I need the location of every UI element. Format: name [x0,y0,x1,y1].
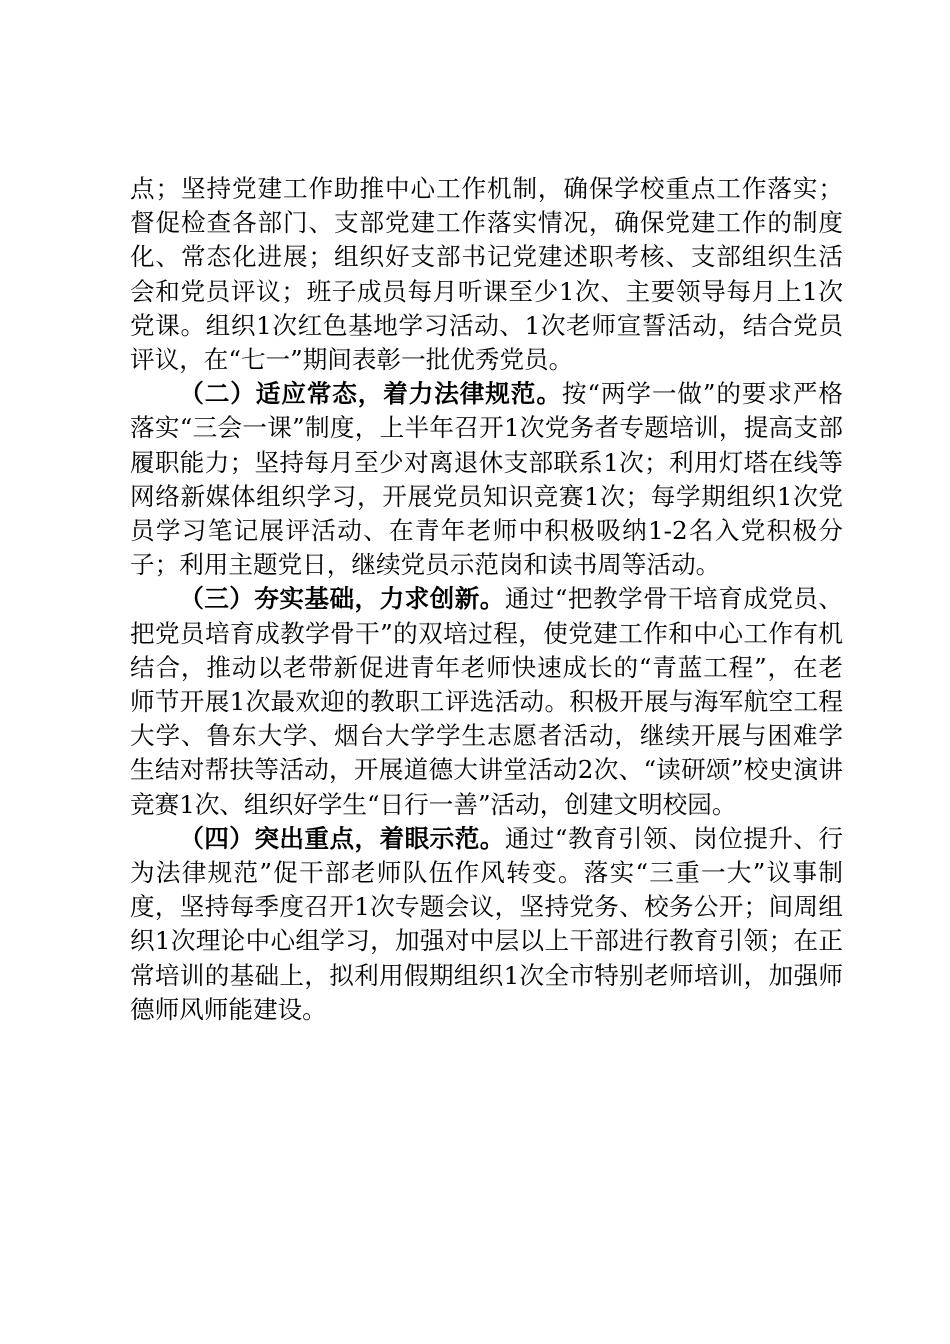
paragraph-text: 通过“教育引领、岗位提升、行为法律规范”促干部老师队伍作风转变。落实“三重一大”议事制度，坚持每季度召开1次专题会议，坚持党务、校务公开；间周组织1次理论中心组学习，加强对中层以上干部进行教育引领；在正常培训的基础上，拟利用假期组织1次全市特别老师培训，加强师德师风师能建设。 [130,823,843,1024]
paragraph-text: 通过“把教学骨干培育成党员、把党员培育成教学骨干”的双培过程，使党建工作和中心工作有机结合，推动以老带新促进青年老师快速成长的“青蓝工程”，在老师节开展1次最欢迎的教职工评选活动。积极开展与海军航空工程大学、鲁东大学、烟台大学学生志愿者活动，继续开展与困难学生结对帮扶等活动，开展道德大讲堂活动2次、“读研颂”校史演讲竞赛1次、组织好学生“日行一善”活动，创建文明校园。 [130,584,843,819]
document-body [130,172,843,1027]
paragraph-text: 按“两学一做”的要求严格落实“三会一课”制度，上半年召开1次党务者专题培训，提高支部履职能力；坚持每月至少对离退休支部联系1次；利用灯塔在线等网络新媒体组织学习，开展党员知识竞赛1次；每学期组织1次党员学习笔记展评活动、在青年老师中积极吸纳1-2名入党积极分子；利用主题党日，继续党员示范岗和读书周等活动。 [130,379,843,580]
paragraph-text: 点；坚持党建工作助推中心工作机制，确保学校重点工作落实；督促检查各部门、支部党建工作落实情况，确保党建工作的制度化、常态化进展；组织好支部书记党建述职考核、支部组织生活会和党员评议；班子成员每月听课至少1次、主要领导每月上1次党课。组织1次红色基地学习活动、1次老师宣誓活动，结合党员评议，在“七一”期间表彰一批优秀党员。 [130,174,843,375]
section-heading: （三）夯实基础，力求创新。 [179,584,505,614]
paragraph-section-4 [130,822,843,1027]
paragraph-continuation [130,172,843,377]
paragraph-section-2 [130,377,843,582]
section-heading: （二）适应常态，着力法律规范。 [179,379,562,409]
section-heading: （四）突出重点，着眼示范。 [179,823,505,853]
paragraph-section-3 [130,582,843,821]
